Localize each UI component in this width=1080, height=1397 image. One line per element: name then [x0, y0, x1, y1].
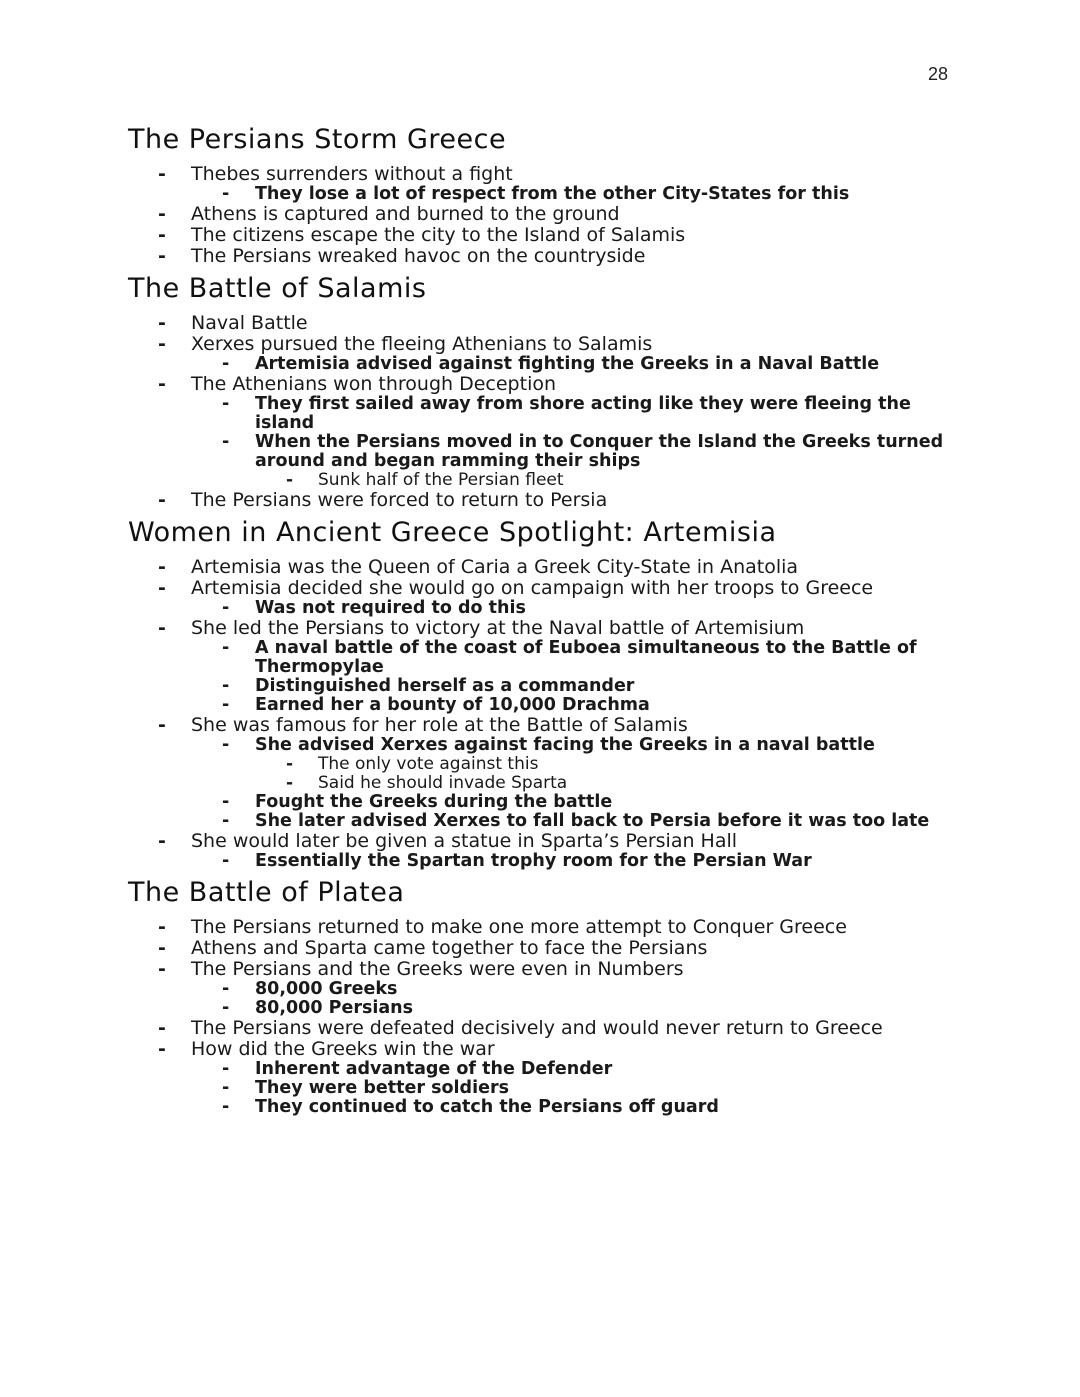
sub-sub-bullet-item: - Sunk half of the Persian fleet: [128, 471, 968, 490]
bullet-item: - The Athenians won through Deception: [128, 374, 968, 395]
bullet-item: - Xerxes pursued the fleeing Athenians to Salamis: [128, 334, 968, 355]
sub-bullet-item: - Essentially the Spartan trophy room for the Persian War: [128, 852, 968, 871]
section-battle-of-platea: [128, 875, 968, 1117]
sub-bullet-item: - When the Persians moved in to Conquer the Island the Greeks turned around and began ramming their ships: [128, 433, 968, 471]
bullet-item: - The Persians and the Greeks were even in Numbers: [128, 959, 968, 980]
sub-bullet-item: - Inherent advantage of the Defender: [128, 1060, 968, 1079]
sub-sub-bullet-item: - The only vote against this: [128, 755, 968, 774]
bullet-item: - Athens and Sparta came together to face the Persians: [128, 938, 968, 959]
bullet-item: - The Persians returned to make one more attempt to Conquer Greece: [128, 917, 968, 938]
bullet-item: - Naval Battle: [128, 313, 968, 334]
sub-bullet-item: - A naval battle of the coast of Euboea simultaneous to the Battle of Thermopylae: [128, 639, 968, 677]
bullet-list: [128, 164, 968, 267]
sub-bullet-item: - Earned her a bounty of 10,000 Drachma: [128, 696, 968, 715]
bullet-item: - Artemisia decided she would go on campaign with her troops to Greece: [128, 578, 968, 599]
bullet-list: [128, 917, 968, 1117]
bullet-item: - The citizens escape the city to the Island of Salamis: [128, 225, 968, 246]
page-number: 28: [928, 64, 949, 84]
section-title: The Battle of Salamis: [128, 273, 427, 304]
bullet-item: - The Persians were defeated decisively and would never return to Greece: [128, 1018, 968, 1039]
sub-bullet-item: - 80,000 Persians: [128, 999, 968, 1018]
sub-bullet-item: - They lose a lot of respect from the other City-States for this: [128, 185, 968, 204]
bullet-item: - The Persians were forced to return to Persia: [128, 490, 968, 511]
sub-bullet-item: - She advised Xerxes against facing the Greeks in a naval battle: [128, 736, 968, 755]
bullet-item: - She was famous for her role at the Battle of Salamis: [128, 715, 968, 736]
bullet-item: - Athens is captured and burned to the ground: [128, 204, 968, 225]
bullet-item: - She would later be given a statue in Sparta’s Persian Hall: [128, 831, 968, 852]
sub-bullet-item: - They continued to catch the Persians off guard: [128, 1098, 968, 1117]
bullet-item: - She led the Persians to victory at the Naval battle of Artemisium: [128, 618, 968, 639]
bullet-item: - How did the Greeks win the war: [128, 1039, 968, 1060]
section-title: The Persians Storm Greece: [128, 124, 507, 155]
sub-bullet-item: - Artemisia advised against fighting the Greeks in a Naval Battle: [128, 355, 968, 374]
bullet-list: [128, 557, 968, 871]
sub-bullet-item: - She later advised Xerxes to fall back to Persia before it was too late: [128, 812, 968, 831]
sub-bullet-item: - 80,000 Greeks: [128, 980, 968, 999]
notes-content: [128, 122, 968, 1121]
section-artemisia-spotlight: [128, 515, 968, 871]
sub-bullet-item: - They were better soldiers: [128, 1079, 968, 1098]
section-title: The Battle of Platea: [128, 877, 405, 908]
section-persians-storm-greece: [128, 122, 968, 267]
bullet-item: - Artemisia was the Queen of Caria a Greek City-State in Anatolia: [128, 557, 968, 578]
sub-bullet-item: - Distinguished herself as a commander: [128, 677, 968, 696]
bullet-list: [128, 313, 968, 511]
sub-bullet-item: - Fought the Greeks during the battle: [128, 793, 968, 812]
section-battle-of-salamis: [128, 271, 968, 511]
bullet-item: - The Persians wreaked havoc on the countryside: [128, 246, 968, 267]
bullet-item: - Thebes surrenders without a fight: [128, 164, 968, 185]
sub-sub-bullet-item: - Said he should invade Sparta: [128, 774, 968, 793]
sub-bullet-item: - Was not required to do this: [128, 599, 968, 618]
section-title: Women in Ancient Greece Spotlight: Artemisia: [128, 517, 777, 548]
sub-bullet-item: - They first sailed away from shore acting like they were fleeing the island: [128, 395, 968, 433]
